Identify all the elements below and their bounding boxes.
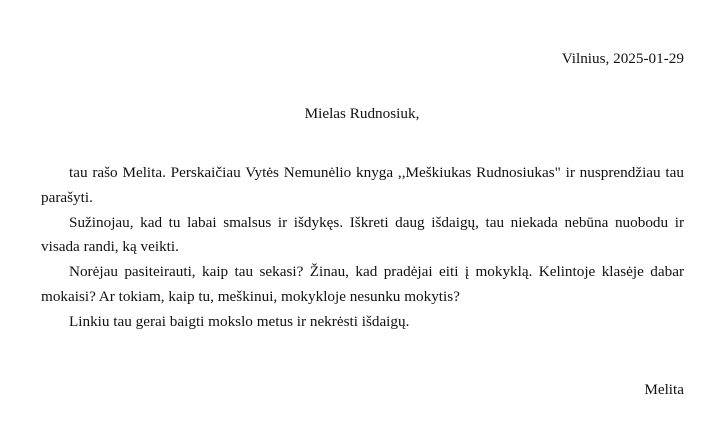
letter-paragraph: tau rašo Melita. Perskaičiau Vytės Nemunėlio knyga ,,Meškiukas Rudnosiukas" ir nusprendžiau tau parašyti. <box>41 164 684 206</box>
letter-greeting: Mielas Rudnosiuk, <box>304 105 420 122</box>
letter-signature: Melita <box>644 381 684 398</box>
letter-body <box>41 161 684 335</box>
letter-paragraph: Linkiu tau gerai baigti mokslo metus ir nekrėsti išdaigų. <box>69 312 410 330</box>
letter-paragraph: Norėjau pasiteirauti, kaip tau sekasi? Žinau, kad pradėjai eiti į mokyklą. Kelintoje klasėje dabar mokaisi? Ar tokiam, kaip tu, meškinui, mokykloje nesunku mokytis? <box>41 263 684 305</box>
letter-paragraph: Sužinojau, kad tu labai smalsus ir išdykęs. Iškreti daug išdaigų, tau niekada nebūna nuobodu ir visada randi, ką veikti. <box>41 213 684 256</box>
letter-date: Vilnius, 2025-01-29 <box>561 50 684 67</box>
